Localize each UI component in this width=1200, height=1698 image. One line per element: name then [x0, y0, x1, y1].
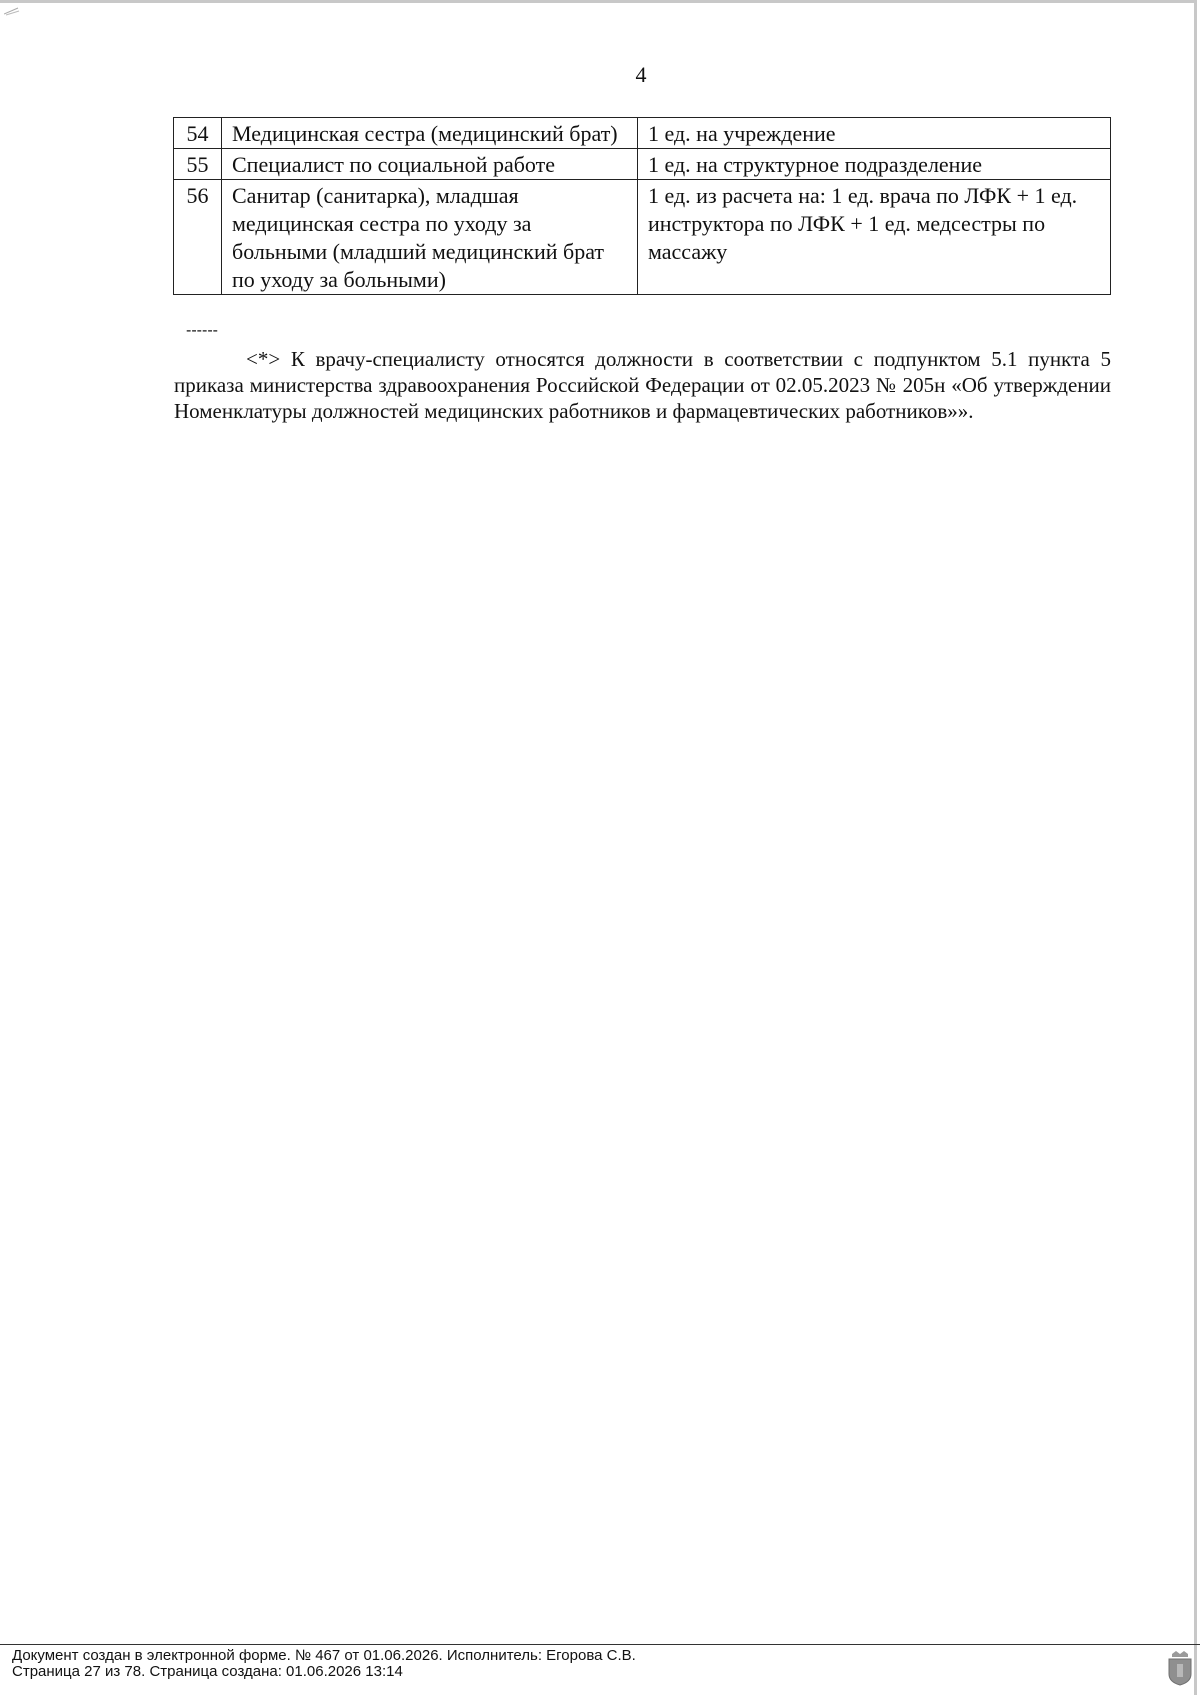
table-row	[174, 118, 1111, 149]
norm-cell: 1 ед. из расчета на: 1 ед. врача по ЛФК + 1 ед. инструктора по ЛФК + 1 ед. медсестры по массажу	[638, 180, 1111, 295]
footer-line-2: Страница 27 из 78. Страница создана: 01.06.2026 13:14	[12, 1663, 403, 1680]
position-cell: Специалист по социальной работе	[222, 149, 638, 180]
position-cell: Медицинская сестра (медицинский брат)	[222, 118, 638, 149]
coat-of-arms-icon	[1166, 1650, 1194, 1686]
footnote-text: <*> К врачу-специалисту относятся должности в соответствии с подпунктом 5.1 пункта 5 приказа министерства здравоохранения Российской Федерации от 02.05.2023 № 205н «Об утверждении Номенклатуры должностей медицинских работников и фармацевтических работников»».	[174, 347, 1111, 423]
footnote-separator: ------	[186, 322, 218, 339]
row-number: 54	[174, 118, 222, 149]
norm-cell: 1 ед. на учреждение	[638, 118, 1111, 149]
scan-corner-mark-icon	[4, 6, 20, 16]
row-number: 55	[174, 149, 222, 180]
table-row	[174, 180, 1111, 295]
position-cell: Санитар (санитарка), младшая медицинская сестра по уходу за больными (младший медицинский брат по уходу за больными)	[222, 180, 638, 295]
document-footer	[12, 1648, 636, 1680]
footer-line-1: Документ создан в электронной форме. № 467 от 01.06.2026. Исполнитель: Егорова С.В.	[12, 1647, 636, 1664]
row-number: 56	[174, 180, 222, 295]
footer-divider	[0, 1644, 1200, 1645]
norm-cell: 1 ед. на структурное подразделение	[638, 149, 1111, 180]
page-number: 4	[635, 62, 647, 87]
table-row	[174, 149, 1111, 180]
staff-table	[173, 117, 1111, 295]
footnote	[174, 346, 1111, 424]
